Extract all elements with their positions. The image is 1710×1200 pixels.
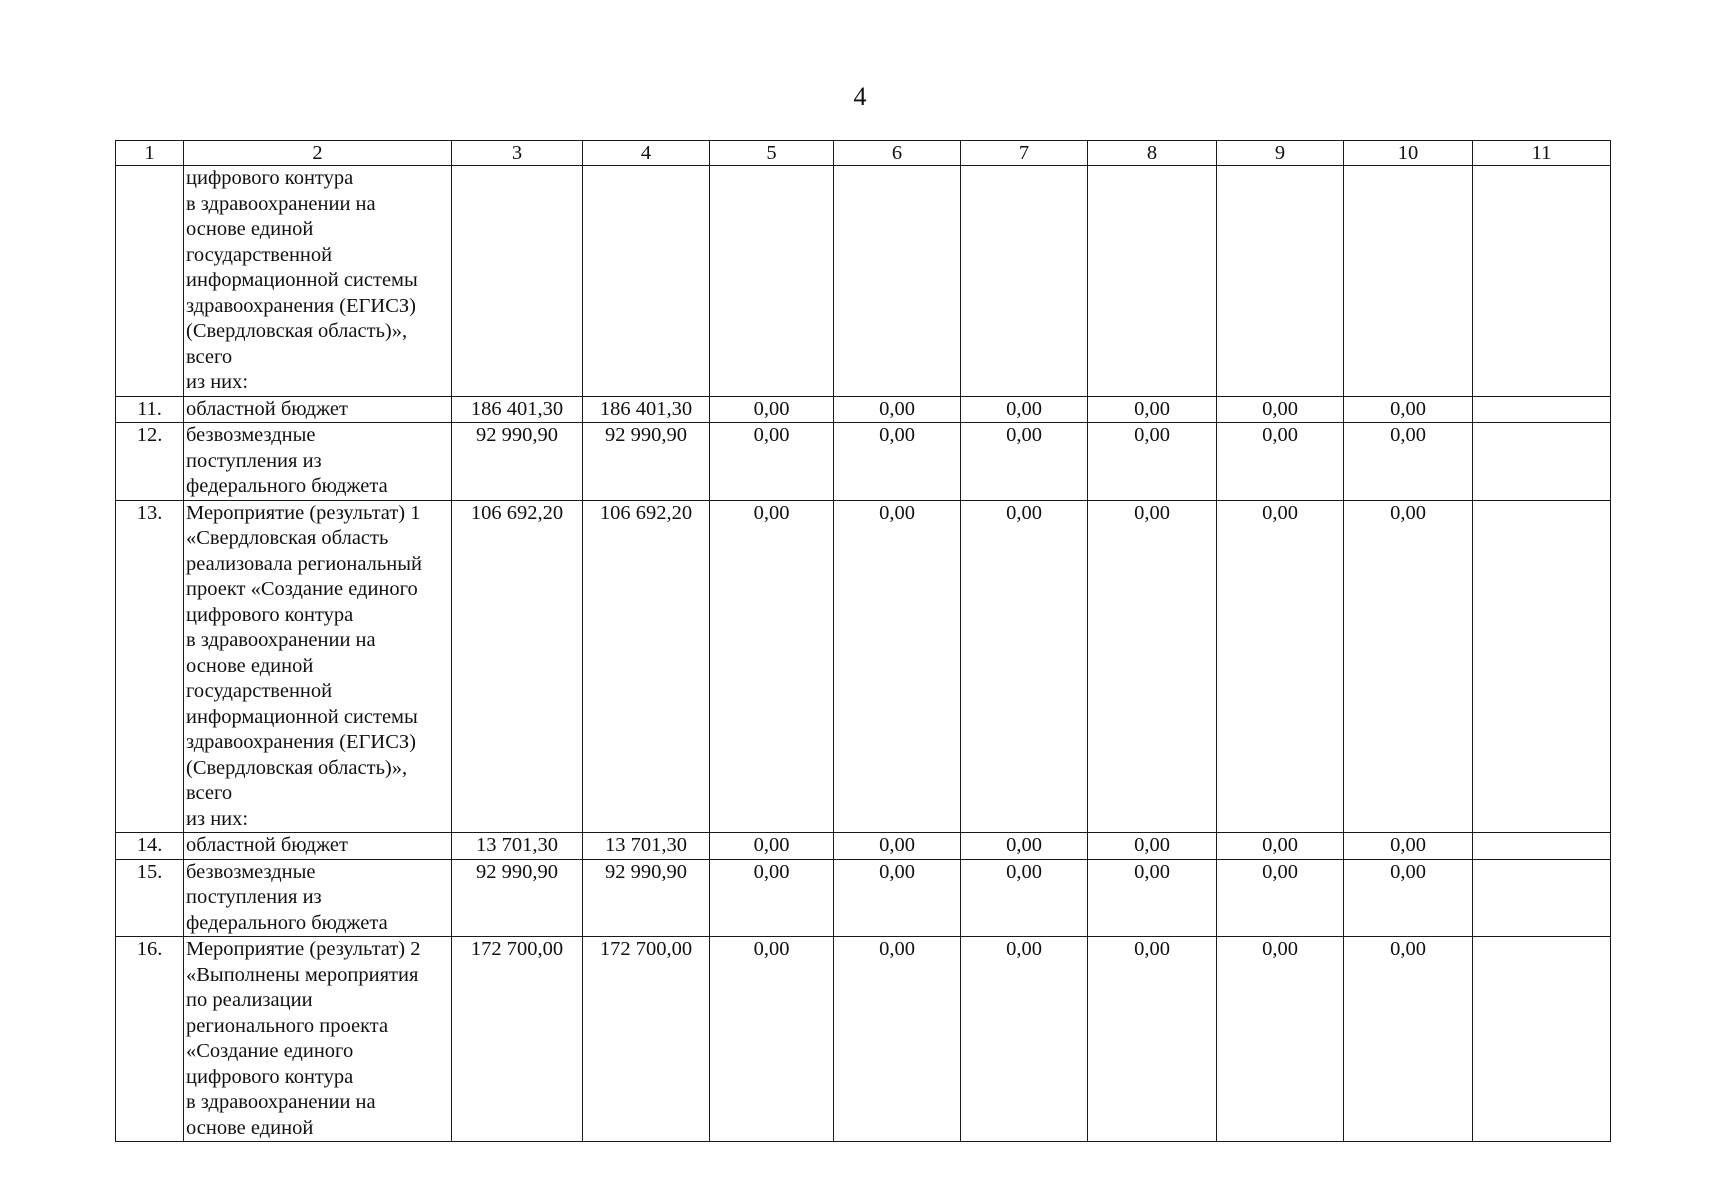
row-description: областной бюджет [184, 833, 452, 860]
value-cell: 0,00 [961, 500, 1088, 833]
value-cell: 0,00 [961, 833, 1088, 860]
value-cell: 0,00 [961, 396, 1088, 423]
value-cell: 0,00 [1344, 833, 1473, 860]
row-number: 15. [116, 859, 184, 937]
row-number: 13. [116, 500, 184, 833]
table-row [116, 833, 1611, 860]
value-cell: 0,00 [834, 937, 961, 1142]
column-header: 10 [1344, 141, 1473, 166]
value-cell: 172 700,00 [452, 937, 583, 1142]
value-cell: 0,00 [1344, 859, 1473, 937]
value-cell: 92 990,90 [583, 423, 710, 501]
value-cell: 0,00 [710, 937, 834, 1142]
page-number: 4 [853, 82, 867, 111]
table-row [116, 500, 1611, 833]
value-cell: 92 990,90 [583, 859, 710, 937]
value-cell [1473, 833, 1611, 860]
column-header: 9 [1217, 141, 1344, 166]
column-header: 1 [116, 141, 184, 166]
value-cell: 0,00 [1344, 500, 1473, 833]
value-cell [583, 166, 710, 397]
value-cell: 0,00 [710, 500, 834, 833]
value-cell: 0,00 [1088, 500, 1217, 833]
value-cell: 0,00 [834, 859, 961, 937]
value-cell: 106 692,20 [452, 500, 583, 833]
value-cell [1473, 166, 1611, 397]
value-cell: 0,00 [961, 423, 1088, 501]
value-cell [1473, 859, 1611, 937]
value-cell: 13 701,30 [583, 833, 710, 860]
value-cell: 92 990,90 [452, 859, 583, 937]
budget-table [115, 140, 1611, 1142]
row-description: областной бюджет [184, 396, 452, 423]
value-cell: 0,00 [1217, 500, 1344, 833]
value-cell: 0,00 [1088, 423, 1217, 501]
value-cell: 13 701,30 [452, 833, 583, 860]
row-number: 11. [116, 396, 184, 423]
value-cell: 0,00 [834, 833, 961, 860]
row-description: безвозмездные поступления из федерального бюджета [184, 859, 452, 937]
value-cell [1473, 396, 1611, 423]
value-cell: 0,00 [710, 859, 834, 937]
value-cell: 0,00 [1088, 833, 1217, 860]
table-row [116, 396, 1611, 423]
value-cell: 0,00 [1088, 859, 1217, 937]
value-cell: 0,00 [834, 423, 961, 501]
value-cell: 0,00 [710, 396, 834, 423]
value-cell: 0,00 [1217, 833, 1344, 860]
row-description: цифрового контура в здравоохранении на основе единой государственной информационной системы здравоохранения (ЕГИСЗ) (Свердловская область)», всего из них: [184, 166, 452, 397]
value-cell: 186 401,30 [583, 396, 710, 423]
value-cell: 0,00 [1088, 937, 1217, 1142]
row-description: Мероприятие (результат) 1 «Свердловская область реализовала региональный проект «Создание единого цифрового контура в здравоохранении на основе единой государственной информационной системы здравоохранения (ЕГИСЗ) (Свердловская область)», всего из них: [184, 500, 452, 833]
value-cell [1473, 423, 1611, 501]
column-header: 8 [1088, 141, 1217, 166]
value-cell: 0,00 [1217, 937, 1344, 1142]
value-cell: 0,00 [1344, 423, 1473, 501]
value-cell: 0,00 [1217, 396, 1344, 423]
value-cell: 92 990,90 [452, 423, 583, 501]
table-body [116, 166, 1611, 1142]
column-header: 6 [834, 141, 961, 166]
value-cell: 0,00 [710, 423, 834, 501]
column-header: 4 [583, 141, 710, 166]
row-number: 16. [116, 937, 184, 1142]
column-numbers-row [116, 141, 1611, 166]
value-cell [1344, 166, 1473, 397]
value-cell [1473, 500, 1611, 833]
value-cell: 186 401,30 [452, 396, 583, 423]
row-description: безвозмездные поступления из федерального бюджета [184, 423, 452, 501]
value-cell [710, 166, 834, 397]
table-row [116, 937, 1611, 1142]
value-cell: 0,00 [1217, 859, 1344, 937]
value-cell [452, 166, 583, 397]
value-cell [1217, 166, 1344, 397]
value-cell: 0,00 [1088, 396, 1217, 423]
value-cell: 0,00 [961, 937, 1088, 1142]
row-number: 14. [116, 833, 184, 860]
column-header: 2 [184, 141, 452, 166]
value-cell: 106 692,20 [583, 500, 710, 833]
value-cell [961, 166, 1088, 397]
row-number [116, 166, 184, 397]
value-cell [1473, 937, 1611, 1142]
value-cell [1088, 166, 1217, 397]
table-row [116, 423, 1611, 501]
value-cell: 172 700,00 [583, 937, 710, 1142]
column-header: 7 [961, 141, 1088, 166]
table-row [116, 166, 1611, 397]
column-header: 3 [452, 141, 583, 166]
value-cell: 0,00 [710, 833, 834, 860]
column-header: 5 [710, 141, 834, 166]
table-row [116, 859, 1611, 937]
column-header: 11 [1473, 141, 1611, 166]
row-number: 12. [116, 423, 184, 501]
row-description: Мероприятие (результат) 2 «Выполнены мероприятия по реализации регионального проекта «Создание единого цифрового контура в здравоохранении на основе единой [184, 937, 452, 1142]
value-cell: 0,00 [1344, 396, 1473, 423]
value-cell [834, 166, 961, 397]
value-cell: 0,00 [1344, 937, 1473, 1142]
value-cell: 0,00 [834, 500, 961, 833]
value-cell: 0,00 [834, 396, 961, 423]
value-cell: 0,00 [1217, 423, 1344, 501]
value-cell: 0,00 [961, 859, 1088, 937]
table-header [116, 141, 1611, 166]
